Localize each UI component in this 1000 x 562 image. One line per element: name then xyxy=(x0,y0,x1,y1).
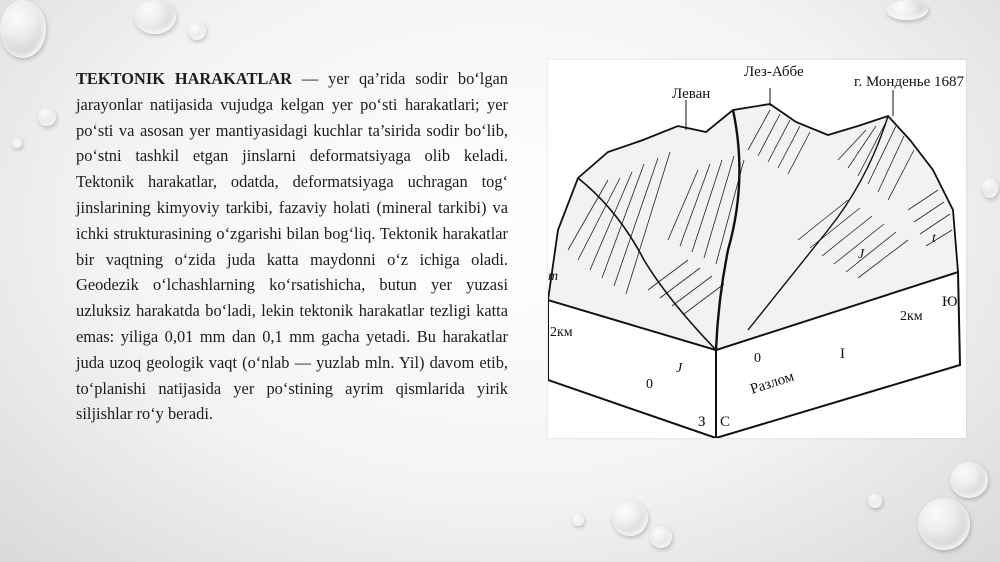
label-m: m xyxy=(548,269,559,284)
water-drop xyxy=(886,0,928,20)
water-drop xyxy=(868,494,882,508)
label-j-left: J xyxy=(676,361,683,376)
block-diagram-figure xyxy=(548,60,966,438)
label-zero-right: 0 xyxy=(754,351,761,366)
water-drop xyxy=(650,526,672,548)
water-drop xyxy=(134,0,176,34)
label-one: I xyxy=(840,346,845,362)
label-west: З xyxy=(698,414,706,430)
definition-paragraph xyxy=(76,66,508,427)
water-drop xyxy=(38,108,56,126)
block-diagram xyxy=(548,60,966,438)
label-peak-left: Леван xyxy=(672,86,711,102)
label-t: t xyxy=(932,231,936,246)
label-zero-left: 0 xyxy=(646,377,653,392)
label-peak-center: Лез-Аббе xyxy=(744,64,804,80)
term-heading: TEKTONIK HARAKATLAR xyxy=(76,69,293,88)
water-drop xyxy=(950,462,988,498)
label-peak-right: г. Монденье 1687 xyxy=(854,74,965,90)
label-north: С xyxy=(720,414,731,430)
label-scale-right: 2км xyxy=(900,309,923,324)
water-drop xyxy=(12,138,22,148)
water-drop xyxy=(572,514,584,526)
label-south: Ю xyxy=(942,294,958,310)
label-fault: Разлом xyxy=(748,368,797,398)
water-drop xyxy=(918,498,970,550)
water-drop xyxy=(188,22,206,40)
water-drop xyxy=(612,500,648,536)
definition-body: — yer qa’rida sodir bo‘lgan jarayonlar natijasida vujudga kelgan yer po‘sti harakatlari; yer po‘sti va asosan yer mantiyasidagi kuchlar ta’sirida sodir bo‘lib, po‘stni tashkil etgan jinslarni deformatsiyaga olib keladi. Tektonik harakatlar, odatda, deformatsiyaga uchragan tog‘ jinslarining kimyoviy tarkibi, fazaviy holati (mineral tarkibi) va ichki strukturasining o‘zgarishi bilan bog‘liq. Tektonik harakatlar bir vaqtning o‘zida juda katta maydonni o‘z ichiga oladi. Geodezik o‘lchashlarning ko‘rsatishicha, butun yer yuzasi uzluksiz harakatda bo‘ladi, lekin tektonik harakatlar tezligi katta emas: yiliga 0,01 mm dan 0,1 mm gacha yetadi. Bu harakatlar juda uzoq geologik vaqt (o‘nlab — yuzlab mln. Yil) davom etib, to‘planishi natijasida yer po‘stining ayrim qismlarida yirik siljishlar ro‘y beradi. xyxy=(76,69,508,424)
water-drop xyxy=(982,178,998,198)
label-scale-left: 2км xyxy=(550,325,573,340)
water-drop xyxy=(0,0,46,58)
label-j-right: J xyxy=(858,247,865,262)
